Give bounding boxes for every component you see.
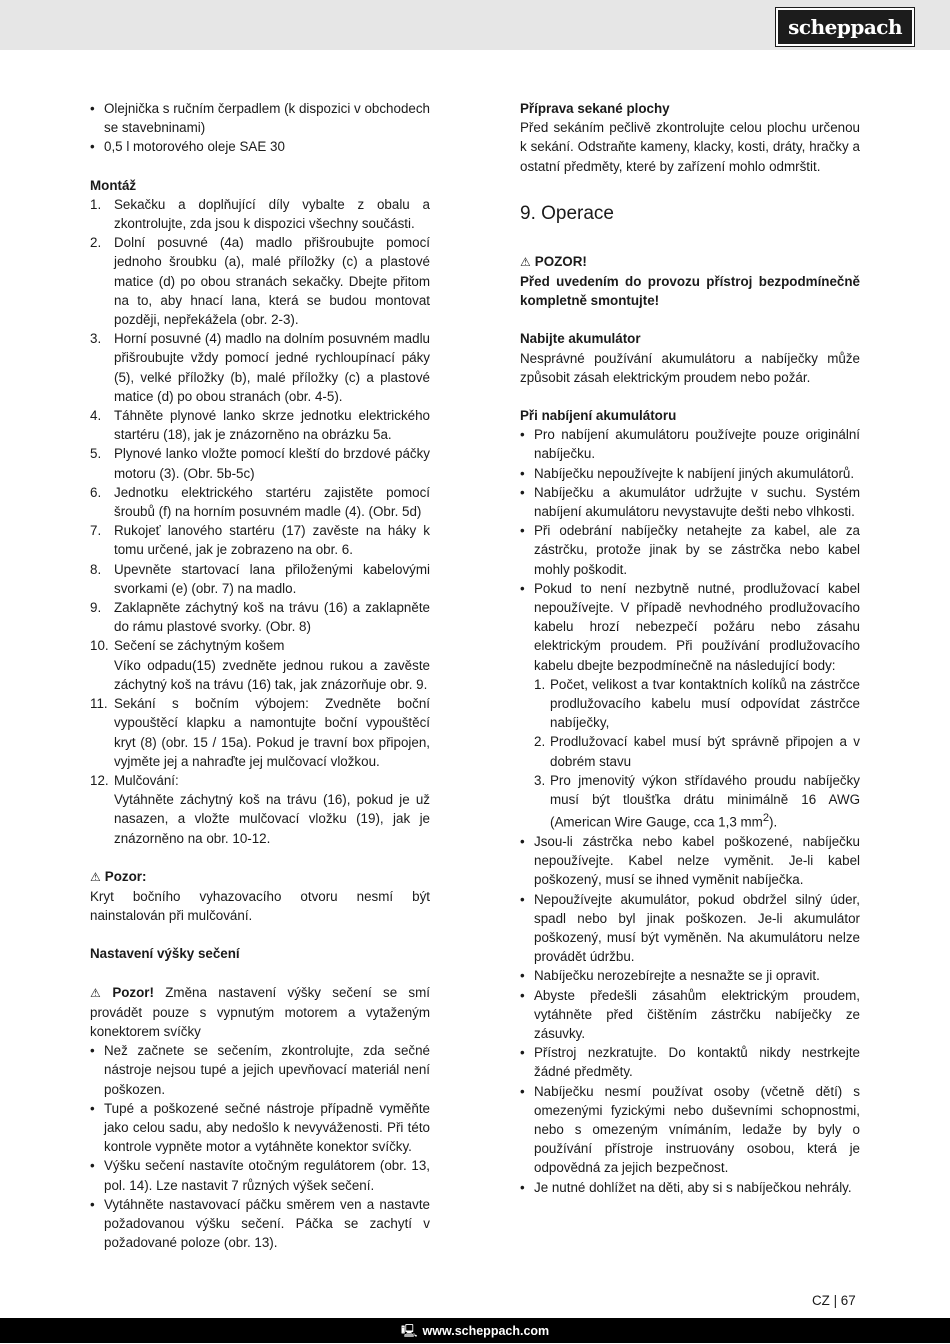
section-title-operace: 9. Operace [520, 202, 614, 224]
step-number: 8. [90, 561, 102, 577]
step-item [90, 329, 430, 406]
list-item: • Pro nabíjení akumulátoru používejte pouze originální nabíječku. [520, 425, 860, 463]
sub-text: Počet, velikost a tvar kontaktních kolíků na zástrčce prodlužovacího kabelu musí odpovídat zástrčce nabíječky, [550, 676, 860, 731]
step-item [90, 233, 430, 329]
warning-text: Změna nastavení výšky sečení se smí provádět pouze s vypnutým motorem a vytaženým konektorem svíčky [90, 984, 430, 1039]
step-item [90, 771, 430, 848]
footer-url[interactable]: www.scheppach.com [422, 1324, 550, 1338]
step-text: Horní posuvné (4) madlo na dolním posuvném madlu přišroubujte vždy pomocí jedné rychloupínací páky (5), velké příložky (b), malé příložky (c) a plastové matice (d) po obou stranách (obr. 4-5). [114, 331, 430, 404]
step-number: 4. [90, 408, 102, 424]
step-number: 2. [90, 235, 102, 251]
step-item [90, 694, 430, 771]
step-item [90, 444, 430, 482]
list-item [520, 579, 860, 832]
list-item: • Abyste předešli zásahům elektrickým proudem, vytáhněte před čištěním zástrčku nabíječky ze zásuvky. [520, 986, 860, 1044]
height-warning [90, 983, 430, 1042]
sub-text: Prodlužovací kabel musí být správně připojen a v dobrém stavu [550, 734, 860, 769]
step-item [90, 521, 430, 559]
step-item [90, 598, 430, 636]
warning-triangle-icon: ⚠ [520, 254, 531, 269]
charge-text: Nesprávné používání akumulátoru a nabíječky může způsobit zásah elektrickým proudem nebo požár. [520, 350, 860, 385]
section-heading-montaz: Montáž [90, 177, 137, 193]
sub-text-tail: ). [769, 814, 778, 830]
list-item: • Jsou-li zástrčka nebo kabel poškozené, nabíječku nepoužívejte. Kabel nelze vyměnit. Je-li kabel poškozený, musí se ihned vyměnit nabíječka. [520, 832, 860, 890]
warning-label: POZOR! [534, 253, 587, 269]
warning-label: Pozor! [112, 984, 154, 1000]
step-subtext: Víko odpadu(15) zvedněte jednou rukou a zavěste záchytný koš na trávu (16) tak, jak znázorňuje obr. 9. [114, 657, 430, 692]
montaz-steps [90, 195, 430, 848]
tools-list [90, 99, 430, 157]
mulch-warning-title [90, 867, 430, 887]
list-item: • Nabíječku nepoužívejte k nabíjení jiných akumulátorů. [520, 464, 860, 483]
list-item: • Výšku sečení nastavíte otočným regulátorem (obr. 13, pol. 14). Lze nastavit 7 různých výšek sečení. [90, 1156, 430, 1194]
step-item [90, 483, 430, 521]
list-item: • Než začnete se sečením, zkontrolujte, zda sečné nástroje nejsou tupé a jejich upevňovací materiál není poškozen. [90, 1041, 430, 1099]
prep-text: Před sekáním pečlivě zkontrolujte celou plochu určenou k sekání. Odstraňte kameny, klacky, kosti, dráty, hračky a ostatní předměty, které by zařízení mohlo odmrštit. [520, 120, 860, 174]
step-text: Sekání s bočním výbojem: Zvedněte boční vypouštěcí klapku a namontujte boční vypouštěcí kryt (8) (obr. 15 / 15a). Pokud je travní box připojen, vyjměte jej a nahraďte jej mulčovací vložkou. [114, 696, 430, 769]
warning-triangle-icon: ⚠ [90, 985, 109, 1000]
step-number: 11. [90, 696, 108, 712]
list-item: • Nabíječku nerozebírejte a nesnažte se ji opravit. [520, 966, 860, 985]
warning-triangle-icon: ⚠ [90, 869, 101, 884]
step-text: Jednotku elektrického startéru zajistěte pomocí šroubů (f) na horním posuvném madle (4). (Obr. 5d) [114, 484, 430, 520]
sub-item [534, 732, 860, 770]
list-item: • Nabíječku a akumulátor udržujte v suchu. Systém nabíjení akumulátoru nevystavujte dešti nebo vlhkosti. [520, 483, 860, 521]
list-item-text: Pokud to není nezbytně nutné, prodlužovací kabel nepoužívejte. V případě nevhodného prodlužovacího kabelu hrozí nebezpečí požáru nebo zásahu elektrickým proudem. Při používání prodlužovacího kabelu dbejte bezpodmínečně na následující body: [534, 580, 860, 673]
step-item [90, 406, 430, 444]
left-column [90, 99, 430, 1252]
step-text: Plynové lanko vložte pomocí kleští do brzdové páčky motoru (3). (Obr. 5b-5c) [114, 446, 430, 481]
footer-bar [0, 1318, 950, 1343]
step-number: 3. [90, 331, 102, 347]
header-bar [0, 0, 950, 50]
computer-icon: 🖳 [400, 1323, 418, 1338]
warning-label: Pozor: [104, 868, 147, 884]
step-number: 12. [90, 772, 109, 788]
sub-text: Pro jmenovitý výkon střídavého proudu nabíječky musí být tloušťka drátu minimálně 16 AWG (American Wire Gauge, cca 1,3 mm [550, 772, 860, 830]
sub-number: 2. [534, 734, 546, 750]
list-item: • Tupé a poškozené sečné nástroje případně vyměňte jako celou sadu, aby nedošlo k nevyváženosti. Při této kontrole vypněte motor a vytáhněte konektor svíčky. [90, 1099, 430, 1157]
step-number: 7. [90, 523, 102, 539]
step-text: Zaklapněte záchytný koš na trávu (16) a zaklapněte do rámu plastové svorky. (Obr. 8) [114, 600, 430, 635]
sub-item [534, 771, 860, 832]
step-number: 5. [90, 446, 102, 462]
step-number: 1. [90, 196, 102, 212]
section-heading-prep: Příprava sekané plochy [520, 101, 670, 116]
section-heading-height: Nastavení výšky sečení [90, 946, 240, 962]
brand-logo: scheppach [776, 8, 914, 46]
operace-warning-text: Před uvedením do provozu přístroj bezpodmínečně kompletně smontujte! [520, 274, 860, 309]
list-item: • Olejnička s ručním čerpadlem (k dispozici v obchodech se stavebninami) [90, 99, 430, 137]
step-number: 6. [90, 484, 102, 500]
operace-warning-title [520, 252, 860, 272]
list-item: • Vytáhněte nastavovací páčku směrem ven a nastavte požadovanou výšku sečení. Páčka se zachytí v požadované poloze (obr. 13). [90, 1195, 430, 1253]
charging-bullets [520, 425, 860, 1197]
step-text: Dolní posuvné (4a) madlo přišroubujte pomocí jednoho šroubku (a), malé příložky (c) a plastové matice (d) po obou stranách sekačky. Dbejte přitom na to, aby hnací lana, která se budou montovat později, nepřekážela (obr. 2-3). [114, 235, 430, 328]
step-text: Rukojeť lanového startéru (17) zavěste na háky k tomu určené, jak je zobrazeno na obr. 6. [114, 523, 430, 558]
step-text: Upevněte startovací lana přiloženými kabelovými svorkami (e) (obr. 7) na madlo. [114, 561, 430, 596]
sub-number: 3. [534, 772, 546, 788]
superscript: 2 [762, 812, 770, 825]
section-heading-charging: Při nabíjení akumulátoru [520, 408, 677, 424]
list-item: • Nabíječku nesmí používat osoby (včetně dětí) s omezenými fyzickými nebo duševními schopnostmi, nebo s omezeným vnímáním, ledaže by byly o používání přístroje instruovány osobou, která je odpovědná za jejich bezpečnost. [520, 1082, 860, 1178]
list-item: • Je nutné dohlížet na děti, aby si s nabíječkou nehrály. [520, 1178, 860, 1197]
step-item [90, 560, 430, 598]
mulch-warning-text: Kryt bočního vyhazovacího otvoru nesmí být nainstalován při mulčování. [90, 888, 430, 924]
right-column [520, 99, 860, 1197]
list-item: • Nepoužívejte akumulátor, pokud obdržel silný úder, spadl nebo byl jinak poškozen. Je-li akumulátor poškozený, musí být vyměněn. Na akumulátoru nelze provádět údržbu. [520, 890, 860, 967]
list-item: • Přístroj nezkratujte. Do kontaktů nikdy nestrkejte žádné předměty. [520, 1043, 860, 1081]
step-number: 10. [90, 638, 109, 654]
step-text: Sekačku a doplňující díly vybalte z obalu a zkontrolujte, zda jsou k dispozici všechny součásti. [114, 196, 430, 232]
height-bullets [90, 1041, 430, 1252]
sub-number: 1. [534, 676, 546, 692]
section-heading-charge: Nabijte akumulátor [520, 331, 641, 347]
step-text: Sečení se záchytným košem [114, 638, 285, 654]
list-item: • 0,5 l motorového oleje SAE 30 [90, 137, 430, 156]
step-number: 9. [90, 600, 102, 616]
step-text: Mulčování: [114, 772, 179, 788]
step-subtext: Vytáhněte záchytný koš na trávu (16), pokud je už nasazen, a vložte mulčovací vložku (19), jak je znázorněno na obr. 10-12. [114, 792, 430, 846]
extension-cable-points [534, 675, 860, 832]
sub-item [534, 675, 860, 733]
step-item [90, 636, 430, 694]
step-text: Táhněte plynové lanko skrze jednotku elektrického startéru (18), jak je znázorněno na obrázku 5a. [114, 408, 430, 443]
step-item [90, 195, 430, 233]
page-number: CZ | 67 [812, 1293, 856, 1308]
list-item: • Při odebrání nabíječky netahejte za kabel, ale za zástrčku, protože jinak by se zástrčka nebo kabel mohly poškodit. [520, 521, 860, 579]
